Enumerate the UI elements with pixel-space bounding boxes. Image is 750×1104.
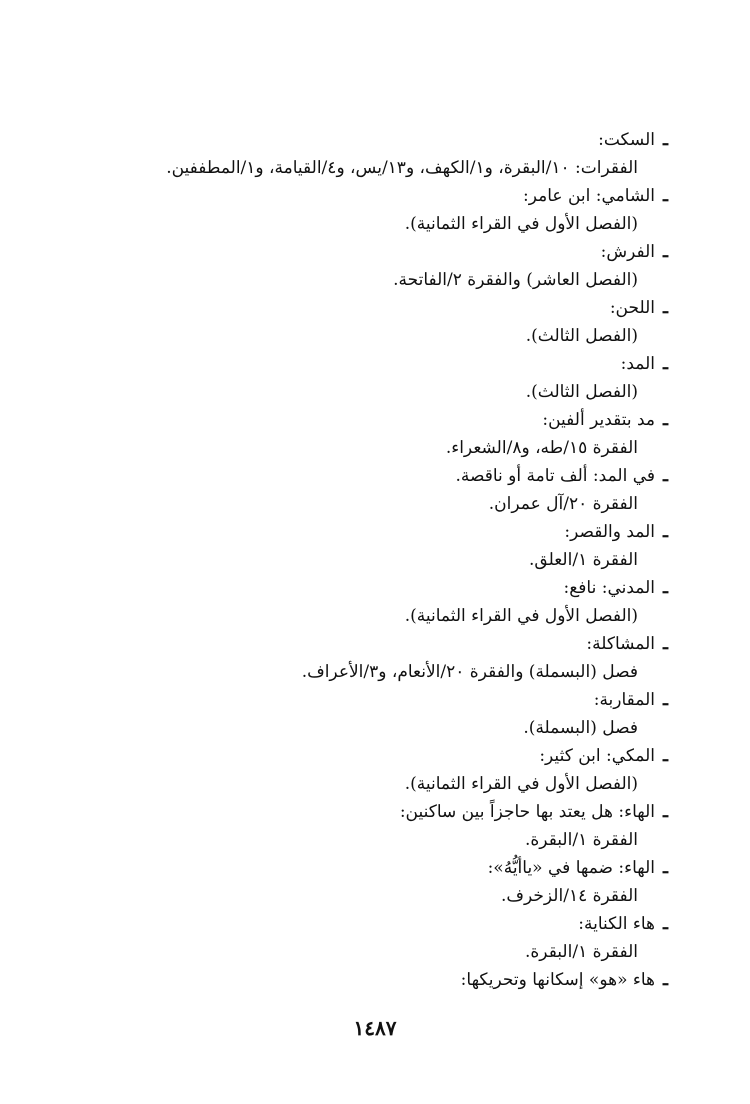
dash-bullet: ـ — [663, 186, 668, 206]
entry-reference: فصل (البسملة) والفقرة ٢٠/الأنعام، و٣/الأعراف. — [301, 662, 638, 682]
dash-bullet: ـ — [663, 522, 668, 542]
dash-bullet: ـ — [663, 914, 668, 934]
entry-reference: الفقرة ١٤/الزخرف. — [501, 886, 638, 906]
index-entries — [68, 126, 668, 994]
entry-heading — [68, 910, 668, 938]
entry-reference: الفقرة ١/البقرة. — [525, 942, 638, 962]
entry-heading — [68, 798, 668, 826]
heading-text: المد: — [620, 354, 656, 374]
entry-reference: الفقرة ٢٠/آل عمران. — [488, 494, 638, 514]
entry-reference: الفقرة ١/العلق. — [529, 550, 638, 570]
entry-reference: (الفصل العاشر) والفقرة ٢/الفاتحة. — [393, 270, 638, 290]
dash-bullet: ـ — [663, 298, 668, 318]
entry-reference: الفقرة ١/البقرة. — [525, 830, 638, 850]
dash-bullet: ـ — [663, 466, 668, 486]
heading-text: مد بتقدير ألفين: — [542, 410, 656, 430]
heading-text: هاء الكناية: — [578, 914, 656, 934]
dash-bullet: ـ — [663, 858, 668, 878]
entry-heading — [68, 574, 668, 602]
dash-bullet: ـ — [663, 354, 668, 374]
heading-text: المقاربة: — [593, 690, 656, 710]
dash-bullet: ـ — [663, 970, 668, 990]
heading-text: المكي: ابن كثير: — [539, 746, 656, 766]
entry-heading — [68, 126, 668, 154]
dash-bullet: ـ — [663, 802, 668, 822]
dash-bullet: ـ — [663, 242, 668, 262]
heading-text: المد والقصر: — [564, 522, 656, 542]
entry-reference: فصل (البسملة). — [523, 718, 638, 738]
heading-text: الهاء: هل يعتد بها حاجزاً بين ساكنين: — [399, 802, 656, 822]
entry-reference: (الفصل الأول في القراء الثمانية). — [404, 214, 638, 234]
heading-text: الشامي: ابن عامر: — [523, 186, 656, 206]
entry-heading — [68, 406, 668, 434]
entry-reference: (الفصل الثالث). — [525, 326, 638, 346]
heading-text: اللحن: — [609, 298, 656, 318]
entry-heading — [68, 966, 668, 994]
heading-text: المشاكلة: — [586, 634, 656, 654]
dash-bullet: ـ — [663, 634, 668, 654]
entry-heading — [68, 350, 668, 378]
dash-bullet: ـ — [663, 578, 668, 598]
heading-text: الهاء: ضمها في «ياأيُّهُ»: — [487, 858, 656, 878]
dash-bullet: ـ — [663, 746, 668, 766]
dash-bullet: ـ — [663, 690, 668, 710]
entry-reference: الفقرة ١٥/طه، و٨/الشعراء. — [445, 438, 638, 458]
heading-text: السكت: — [598, 130, 656, 150]
heading-text: هاء «هو» إسكانها وتحريكها: — [460, 970, 656, 990]
entry-heading — [68, 742, 668, 770]
page-number: ١٤٨٧ — [353, 1016, 397, 1040]
entry-heading — [68, 238, 668, 266]
heading-text: في المد: ألف تامة أو ناقصة. — [455, 466, 656, 486]
entry-heading — [68, 686, 668, 714]
dash-bullet: ـ — [663, 410, 668, 430]
entry-heading — [68, 294, 668, 322]
entry-heading — [68, 182, 668, 210]
entry-heading — [68, 462, 668, 490]
entry-heading — [68, 854, 668, 882]
dash-bullet: ـ — [663, 130, 668, 150]
entry-reference: (الفصل الأول في القراء الثمانية). — [404, 774, 638, 794]
entry-heading — [68, 630, 668, 658]
heading-text: الفرش: — [600, 242, 656, 262]
heading-text: المدني: نافع: — [563, 578, 656, 598]
entry-reference: الفقرات: ١٠/البقرة، و١/الكهف، و١٣/يس، و٤/القيامة، و١/المطففين. — [166, 158, 638, 178]
entry-heading — [68, 518, 668, 546]
entry-reference: (الفصل الثالث). — [525, 382, 638, 402]
entry-reference: (الفصل الأول في القراء الثمانية). — [404, 606, 638, 626]
